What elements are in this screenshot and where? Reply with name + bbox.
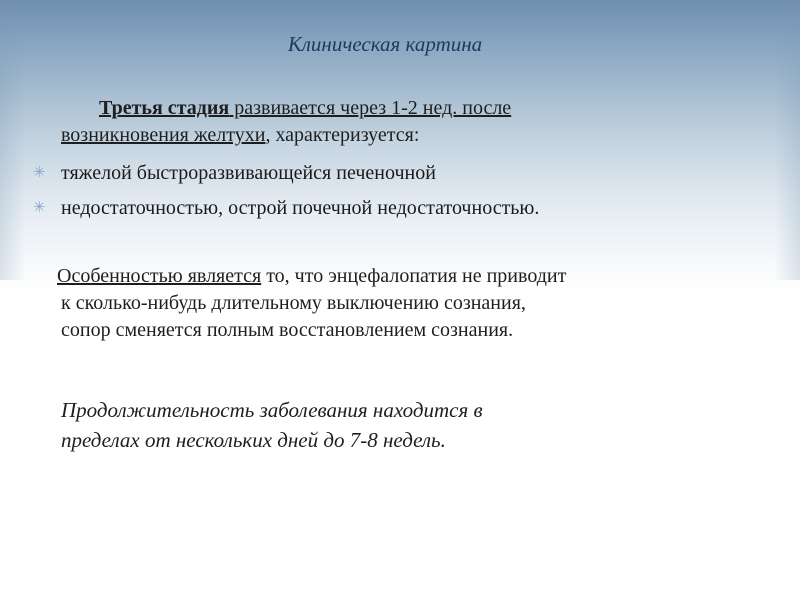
symptom-bullet-list [0,156,760,226]
paragraph-feature-line-2: к сколько-нибудь длительному выключению сознания, [61,292,526,314]
list-item-text: недостаточностью, острой почечной недостаточностью. [61,197,540,219]
third-stage-heading: Третья стадия [99,97,230,119]
paragraph-duration [61,395,761,455]
feature-line-1-text: то, что энцефалопатия не приводит [261,265,567,287]
jaundice-onset-text: возникновения желтухи [61,124,266,146]
paragraph-feature-line-3: сопор сменяется полным восстановлением сознания. [61,319,514,341]
asterisk-bullet-icon: ✳ [33,200,46,216]
feature-heading: Особенностью является [57,265,262,287]
paragraph-third-stage-line-2 [61,122,761,149]
paragraph-duration-line-1: Продолжительность заболевания находится в [61,398,483,422]
third-stage-lead-text: развивается через 1-2 нед. после [229,97,512,119]
paragraph-feature [57,263,761,344]
slide-title-text: Клиническая картина [287,32,483,56]
paragraph-third-stage [61,95,761,149]
characterized-text: , характеризуется: [265,124,420,146]
paragraph-third-stage-line-1 [61,95,761,122]
list-item-text: тяжелой быстроразвивающейся печеночной [61,162,436,184]
paragraph-duration-line-2: пределах от нескольких дней до 7-8 недель. [61,428,446,452]
list-item [0,191,760,226]
list-item [0,156,760,191]
slide-title [0,32,800,57]
asterisk-bullet-icon: ✳ [33,165,46,181]
paragraph-feature-line-1 [57,263,761,290]
